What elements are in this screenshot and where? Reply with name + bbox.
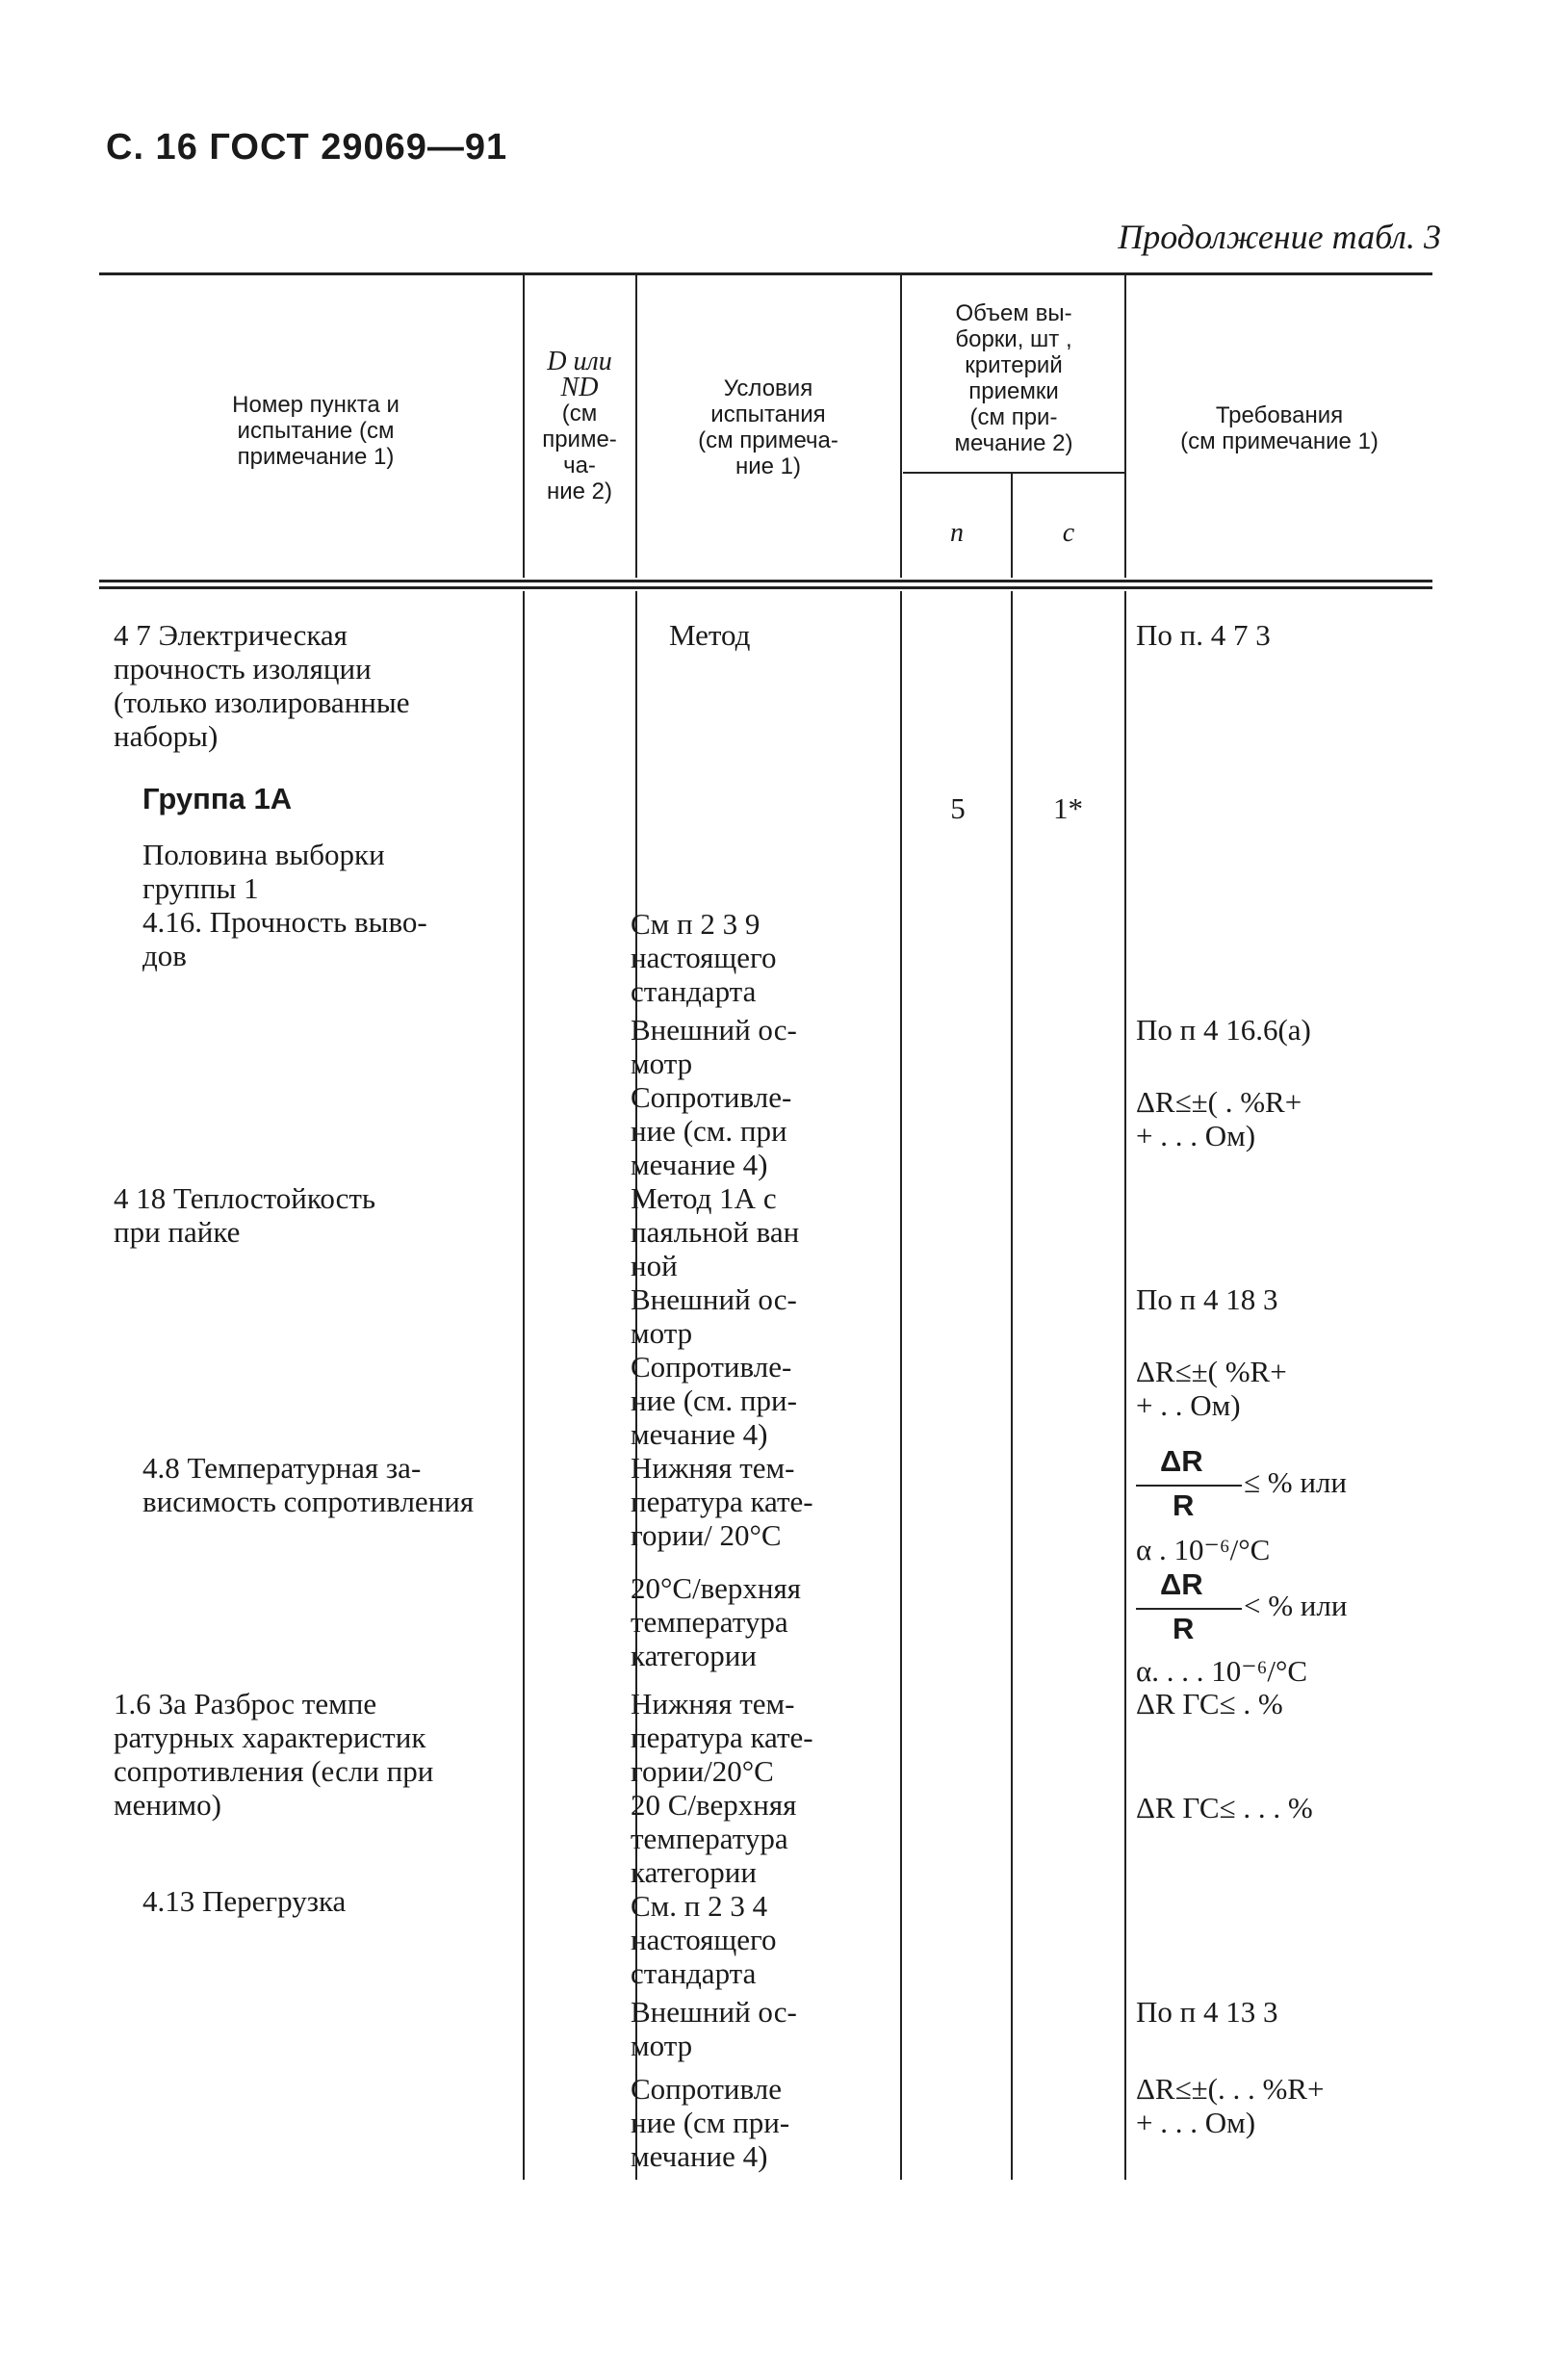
condition-cell: Внешний ос- мотр bbox=[631, 1995, 797, 2062]
condition-cell: Метод 1А с паяльной ван ной bbox=[631, 1181, 800, 1282]
condition-cell: 20°С/верхняя температура категории bbox=[631, 1571, 802, 1672]
fraction-denominator: R bbox=[1173, 1488, 1195, 1522]
col-divider bbox=[635, 274, 637, 578]
condition-cell: См. п 2 3 4 настоящего стандарта bbox=[631, 1889, 777, 1990]
condition-cell: Сопротивле- ние (см. при мечание 4) bbox=[631, 1080, 792, 1181]
table-continuation-label: Продолжение табл. 3 bbox=[1118, 218, 1441, 256]
header-n: n bbox=[950, 518, 964, 548]
condition-cell: Сопротивле ние (см при- мечание 4) bbox=[631, 2072, 790, 2173]
page-header: С. 16 ГОСТ 29069—91 bbox=[106, 127, 508, 168]
condition-cell: 20 С/верхняя температура категории bbox=[631, 1788, 797, 1889]
fraction-numerator: ΔR bbox=[1160, 1567, 1203, 1601]
col-divider bbox=[1124, 591, 1126, 2180]
col-divider bbox=[900, 274, 902, 578]
col-divider bbox=[1011, 591, 1013, 2180]
fraction-denominator: R bbox=[1173, 1612, 1195, 1645]
requirement-cell: ΔR≤±( %R+ + . . Ом) bbox=[1136, 1355, 1287, 1422]
col-divider bbox=[523, 274, 525, 578]
header-d-nd: D или ND bbox=[547, 347, 612, 402]
header-test-conditions: Условия испытания (см примеча- ние 1) bbox=[698, 375, 838, 479]
subheader-rule bbox=[903, 472, 1124, 474]
test-item-terminal-strength: 4.16. Прочность выво- дов bbox=[142, 905, 427, 972]
test-item-dielectric-strength: 4 7 Электрическая прочность изоляции (только изолированные наборы) bbox=[114, 618, 410, 753]
condition-cell: Сопротивле- ние (см. при- мечание 4) bbox=[631, 1350, 797, 1451]
fraction-bar bbox=[1136, 1608, 1242, 1610]
header-bottom-rule-double bbox=[99, 586, 1432, 589]
requirement-cell: По п. 4 7 3 bbox=[1136, 618, 1271, 652]
requirement-cell: По п 4 16.6(а) bbox=[1136, 1013, 1311, 1047]
half-sample-note: Половина выборки группы 1 bbox=[142, 838, 385, 905]
condition-cell: Внешний ос- мотр bbox=[631, 1282, 797, 1350]
fraction-delta-r-over-r bbox=[1136, 1567, 1434, 1654]
alpha-condition: α. . . . 10⁻⁶/°С bbox=[1136, 1654, 1308, 1688]
test-item-temp-spread: 1.6 3а Разброс темпе ратурных характеристик сопротивления (если при менимо) bbox=[114, 1687, 434, 1822]
requirement-cell: ΔR≤±( . %R+ + . . . Ом) bbox=[1136, 1085, 1302, 1152]
col-divider bbox=[900, 591, 902, 2180]
requirement-cell: ΔR ГС≤ . . . % bbox=[1136, 1791, 1313, 1824]
sample-n: 5 bbox=[950, 791, 966, 825]
alpha-condition: α . 10⁻⁶/°С bbox=[1136, 1533, 1271, 1566]
header-c: c bbox=[1062, 518, 1075, 548]
condition-cell: Нижняя тем- пература кате- гории/20°С bbox=[631, 1687, 813, 1788]
header-d-nd-note: (см приме- ча- ние 2) bbox=[542, 401, 617, 504]
test-item-overload: 4.13 Перегрузка bbox=[142, 1884, 347, 1918]
group-title: Группа 1А bbox=[142, 782, 293, 815]
header-sample-size: Объем вы- борки, шт , критерий приемки (см при- мечание 2) bbox=[954, 300, 1073, 456]
condition-cell: См п 2 3 9 настоящего стандарта bbox=[631, 907, 777, 1008]
condition-cell: Метод bbox=[669, 618, 751, 652]
requirement-cell: ΔR≤±(. . . %R+ + . . . Ом) bbox=[1136, 2072, 1325, 2139]
col-divider bbox=[523, 591, 525, 2180]
requirement-cell: ΔR ГС≤ . % bbox=[1136, 1687, 1283, 1720]
condition-cell: Нижняя тем- пература кате- гории/ 20°С bbox=[631, 1451, 813, 1552]
header-requirements: Требования (см примечание 1) bbox=[1180, 402, 1379, 454]
fraction-condition: < % или bbox=[1244, 1589, 1348, 1622]
requirement-cell: По п 4 13 3 bbox=[1136, 1995, 1278, 2029]
condition-cell: Внешний ос- мотр bbox=[631, 1013, 797, 1080]
fraction-numerator: ΔR bbox=[1160, 1444, 1203, 1478]
test-item-solder-heat: 4 18 Теплостойкость при пайке bbox=[114, 1181, 376, 1249]
test-item-temp-dependence: 4.8 Температурная за- висимость сопротивления bbox=[142, 1451, 475, 1518]
acceptance-c: 1* bbox=[1053, 791, 1083, 825]
header-item-number: Номер пункта и испытание (см примечание 1) bbox=[232, 392, 400, 470]
requirement-cell: По п 4 18 3 bbox=[1136, 1282, 1278, 1316]
table-top-rule bbox=[99, 272, 1432, 275]
fraction-bar bbox=[1136, 1485, 1242, 1487]
fraction-delta-r-over-r bbox=[1136, 1444, 1434, 1531]
fraction-condition: ≤ % или bbox=[1244, 1465, 1347, 1499]
header-bottom-rule bbox=[99, 580, 1432, 582]
